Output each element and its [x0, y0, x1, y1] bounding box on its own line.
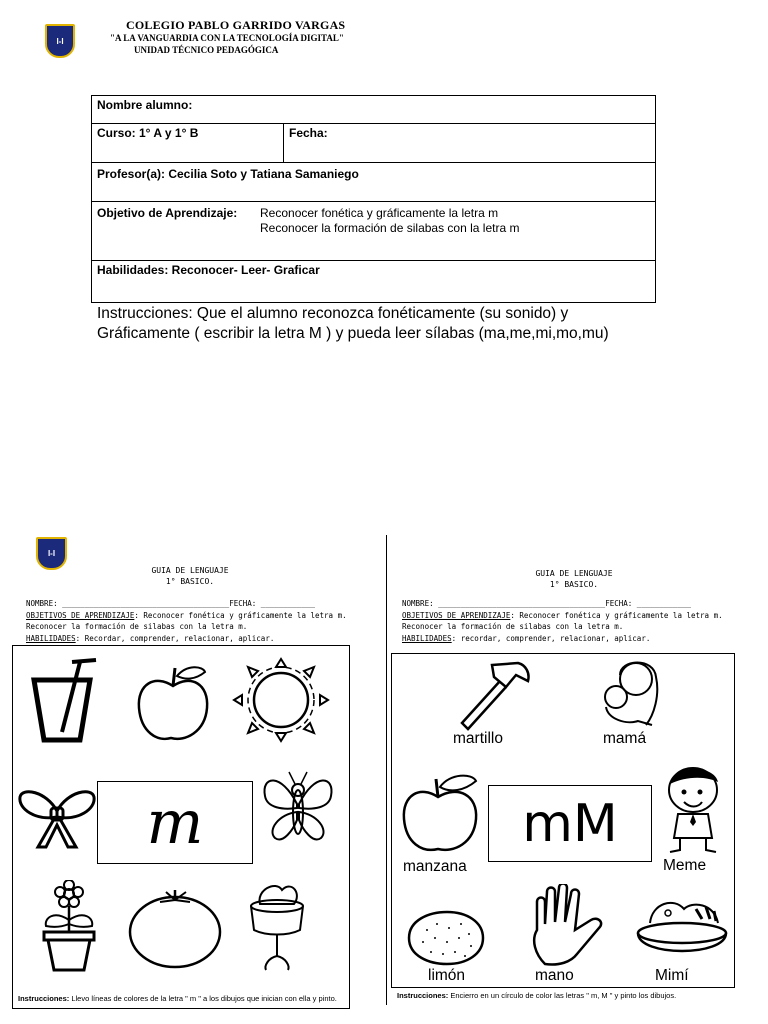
habilidades-label: Habilidades: Reconocer- Leer- Graficar	[97, 263, 320, 277]
left-letter-box	[97, 781, 253, 864]
left-instr-text: Llevo líneas de colores de la letra " m " a los dibujos que inician con ella y pinto.	[69, 994, 337, 1003]
fecha-cell[interactable]	[284, 124, 656, 163]
right-obj-label: OBJETIVOS DE APRENDIZAJE	[402, 610, 511, 620]
right-sheet-meta	[402, 598, 723, 644]
school-name: COLEGIO PABLO GARRIDO VARGAS	[126, 18, 346, 32]
habilidades-cell	[92, 261, 656, 303]
right-apple-icon	[400, 771, 480, 855]
left-hab-label: HABILIDADES	[26, 633, 76, 643]
word-mama: mamá	[603, 730, 647, 747]
right-title-line2: 1° BASICO.	[549, 580, 599, 589]
word-mano: mano	[535, 967, 574, 984]
objetivo-line-1: Reconocer fonética y gráficamente la letra m	[260, 206, 499, 220]
nombre-cell[interactable]	[92, 96, 656, 124]
tomato-icon	[126, 886, 224, 970]
sun-icon	[226, 655, 336, 745]
bow-icon	[16, 787, 98, 849]
word-mimi: Mimí	[655, 967, 689, 984]
right-instr-label: Instrucciones:	[397, 991, 449, 1000]
curso-cell	[92, 124, 284, 163]
right-letter-box	[488, 785, 652, 862]
right-instructions	[397, 991, 735, 1001]
school-unit: UNIDAD TÉCNICO PEDAGÓGICA	[134, 45, 279, 55]
left-nombre-line: NOMBRE: _____________________________________FECHA: ____________	[26, 599, 315, 608]
student-info-table	[91, 95, 656, 303]
fecha-label: Fecha:	[289, 126, 328, 140]
word-manzana: manzana	[403, 858, 467, 875]
butterfly-icon	[259, 768, 337, 850]
cat-bowl-icon	[634, 893, 730, 967]
table-icon	[246, 876, 308, 972]
hammer-icon	[456, 659, 534, 733]
lemon-icon	[405, 908, 487, 968]
left-instructions	[18, 994, 343, 1004]
left-title-line2: 1° BASICO.	[165, 577, 215, 586]
left-obj2: Reconocer la formación de silabas con la letra m.	[26, 622, 248, 631]
right-instr-text: Encierro en un círculo de color las letras " m, M " y pinto los dibujos.	[448, 991, 677, 1000]
instructions-text: Instrucciones: Que el alumno reconozca fonéticamente (su sonido) y Gráficamente ( escribir la letra M ) y pueda leer sílabas (ma,me,mi,mo,mu)	[97, 305, 609, 342]
objetivo-line-2: Reconocer la formación de silabas con la letra m	[260, 221, 520, 235]
objetivo-cell	[92, 202, 656, 261]
print-m-letters: mM	[522, 793, 618, 854]
profesor-label: Profesor(a): Cecilia Soto y Tatiana Samaniego	[97, 167, 359, 181]
boy-icon	[660, 764, 726, 856]
left-hab-text: : Recordar, comprender, relacionar, aplicar.	[75, 633, 275, 643]
word-martillo: martillo	[453, 730, 503, 747]
right-hab-label: HABILIDADES	[402, 633, 452, 643]
left-school-crest-icon: I-I	[36, 537, 67, 570]
left-instr-label: Instrucciones:	[18, 994, 70, 1003]
right-obj2: Reconocer la formación de silabas con la letra m.	[402, 622, 624, 631]
curso-label: Curso: 1° A y 1° B	[97, 126, 199, 140]
profesor-cell	[92, 163, 656, 202]
right-nombre-line: NOMBRE: _____________________________________FECHA: ____________	[402, 599, 691, 608]
objetivo-label: Objetivo de Aprendizaje:	[97, 206, 238, 220]
left-sheet-title	[120, 565, 260, 587]
word-meme: Meme	[663, 857, 707, 874]
sheet-divider	[386, 535, 387, 1005]
apple-icon	[135, 662, 211, 744]
flower-pot-icon	[38, 880, 100, 972]
left-title-line1: GUIA DE LENGUAJE	[151, 566, 229, 575]
nombre-label: Nombre alumno:	[97, 98, 193, 112]
right-obj-text: : Reconocer fonética y gráficamente la letra m.	[510, 610, 723, 620]
left-obj-label: OBJETIVOS DE APRENDIZAJE	[26, 610, 135, 620]
school-crest-icon: I-I	[45, 24, 75, 58]
hand-icon	[525, 884, 609, 968]
school-motto: "A LA VANGUARDIA CON LA TECNOLOGÍA DIGITAL"	[110, 33, 344, 43]
right-title-line1: GUIA DE LENGUAJE	[535, 569, 613, 578]
right-sheet-title	[504, 568, 644, 590]
left-sheet-meta	[26, 598, 347, 644]
mother-child-icon	[598, 655, 664, 727]
cursive-m-letter: m	[146, 787, 204, 858]
word-limon: limón	[428, 967, 466, 984]
glass-icon	[28, 656, 100, 744]
left-obj-text: : Reconocer fonética y gráficamente la letra m.	[134, 610, 347, 620]
right-hab-text: : recordar, comprender, relacionar, aplicar.	[451, 633, 651, 643]
